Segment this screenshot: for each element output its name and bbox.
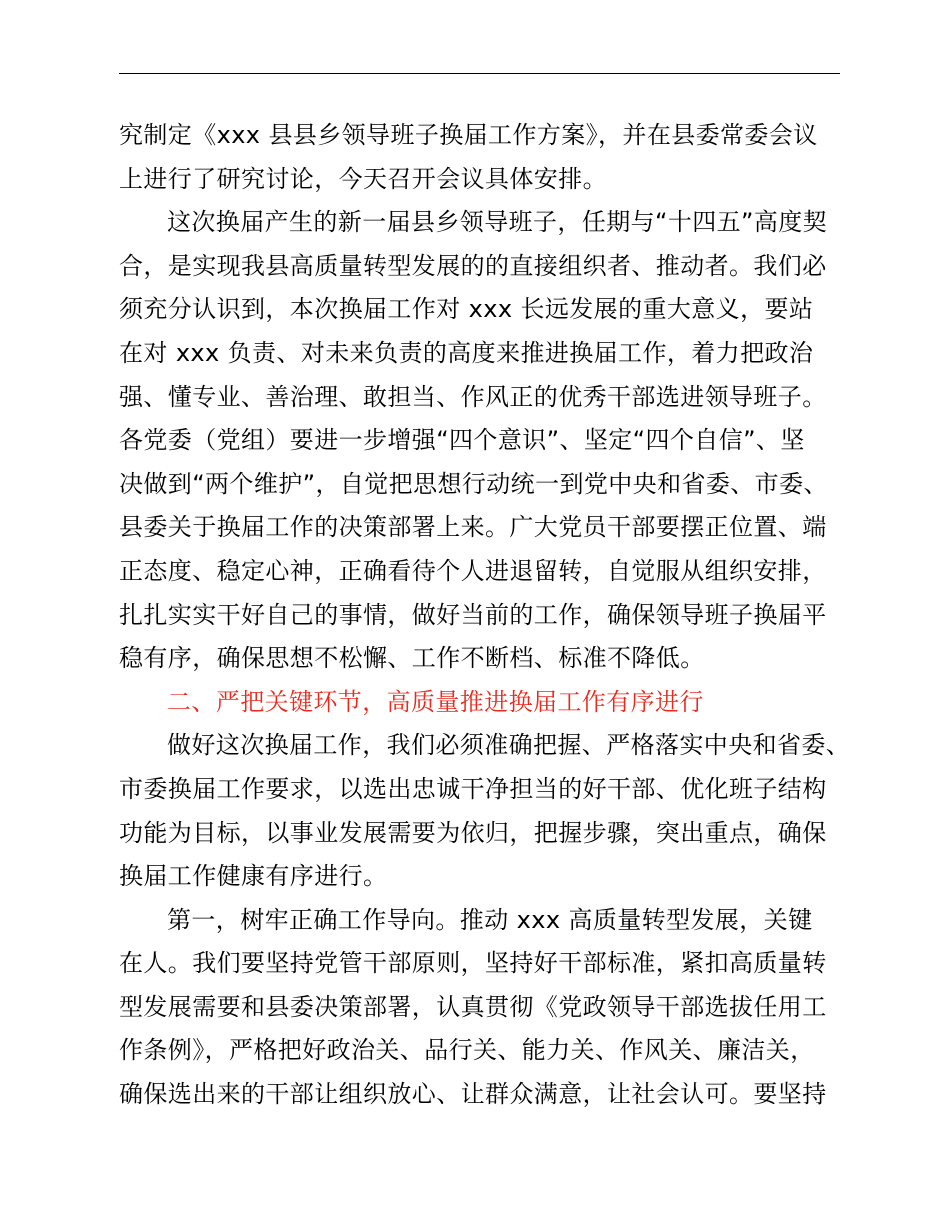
text-line: 做好这次换届工作，我们必须准确把握、严格落实中央和省委、 [167,731,851,760]
text-line: 作条例》，严格把好政治关、品行关、能力关、作风关、廉洁关， [119,1036,815,1065]
text-line: 在人。我们要坚持党管干部原则，坚持好干部标准，紧扣高质量转 [119,949,827,978]
text-line: 正态度、稳定心神，正确看待个人进退留转，自觉服从组织安排， [119,556,827,585]
section-heading: 二、严把关键环节，高质量推进换届工作有序进行 [167,687,704,716]
text-line: 决做到“两个维护”，自觉把思想行动统一到党中央和省委、市委、 [119,469,828,498]
text-line: 合，是实现我县高质量转型发展的的直接组织者、推动者。我们必 [119,251,827,280]
text-line: 强、懂专业、善治理、敢担当、作风正的优秀干部选进领导班子。 [119,382,827,411]
text-line: 上进行了研究讨论，今天召开会议具体安排。 [119,164,607,193]
text-line: 功能为目标，以事业发展需要为依归，把握步骤，突出重点，确保 [119,818,827,847]
text-line: 在对 xxx 负责、对未来负责的高度来推进换届工作，着力把政治 [119,338,814,367]
text-line: 扎扎实实干好自己的事情，做好当前的工作，确保领导班子换届平 [119,600,827,629]
text-line: 究制定《xxx 县县乡领导班子换届工作方案》，并在县委常委会议 [119,121,818,149]
text-line: 这次换届产生的新一届县乡领导班子，任期与“十四五”高度契 [167,208,828,237]
text-line: 须充分认识到，本次换届工作对 xxx 长远发展的重大意义，要站 [119,295,814,324]
text-line: 换届工作健康有序进行。 [119,862,388,891]
text-line: 市委换届工作要求，以选出忠诚干净担当的好干部、优化班子结构 [119,774,827,803]
text-line: 确保选出来的干部让组织放心、让群众满意，让社会认可。要坚持 [119,1080,827,1109]
text-line: 型发展需要和县委决策部署，认真贯彻《党政领导干部选拔任用工 [119,992,827,1021]
text-line: 第一，树牢正确工作导向。推动 xxx 高质量转型发展，关键 [167,905,813,934]
text-line: 稳有序，确保思想不松懈、工作不断档、标准不降低。 [119,644,705,673]
text-line: 县委关于换届工作的决策部署上来。广大党员干部要摆正位置、端 [119,513,827,542]
document-body [119,114,859,1117]
text-line: 各党委（党组）要进一步增强“四个意识”、坚定“四个自信”、坚 [119,426,805,455]
header-rule [119,73,840,74]
